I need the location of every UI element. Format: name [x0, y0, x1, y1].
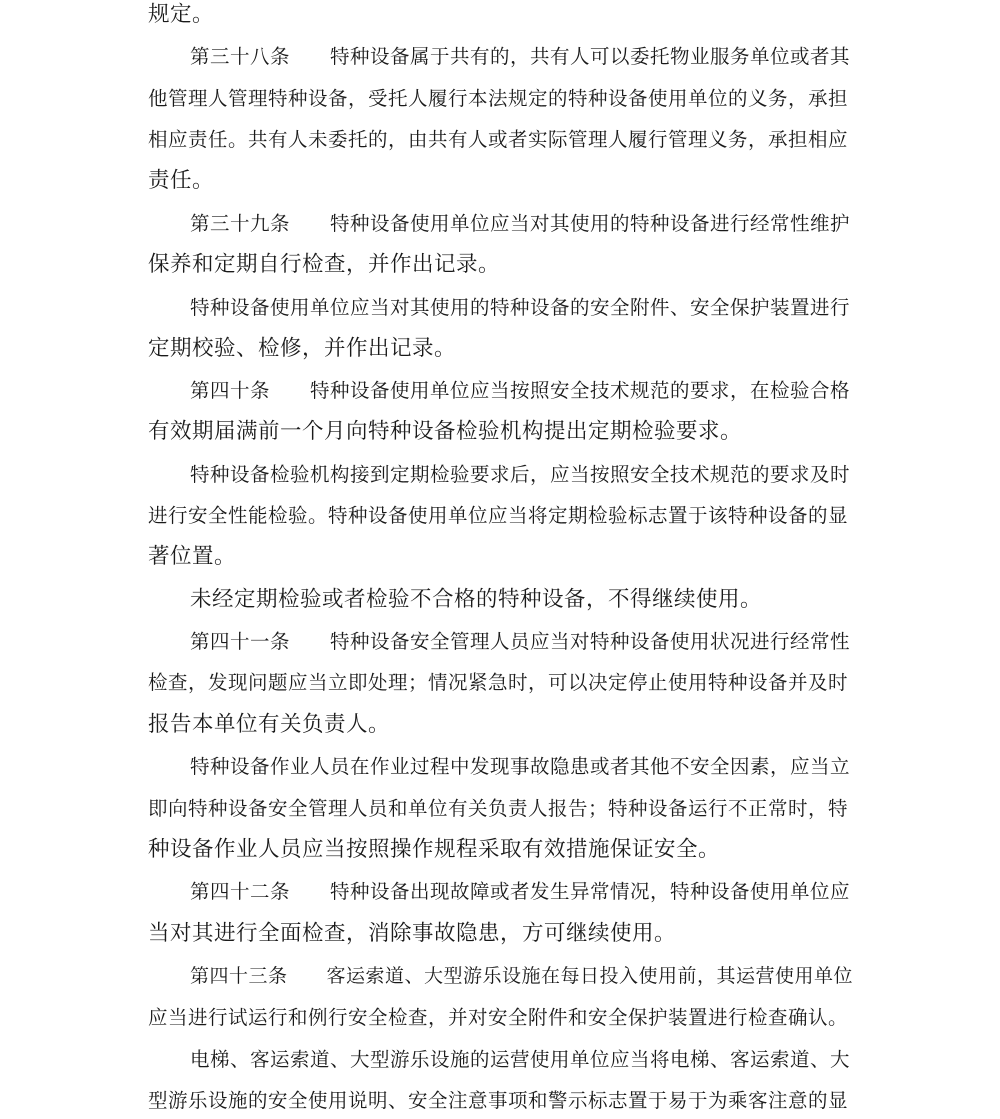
paragraph-first-line: 未经定期检验或者检验不合格的特种设备，不得继续使用。 — [190, 587, 763, 612]
text-line: 报告本单位有关负责人。 — [148, 712, 391, 737]
paragraph-first-line: 特种设备使用单位应当对其使用的特种设备的安全附件、安全保护装置进行 — [190, 296, 851, 319]
text-line: 进行安全性能检验。特种设备使用单位应当将定期检验标志置于该特种设备的显 — [148, 504, 849, 527]
article-38-heading-line: 第三十八条 特种设备属于共有的，共有人可以委托物业服务单位或者其 — [190, 45, 851, 68]
text-line: 保养和定期自行检查，并作出记录。 — [148, 252, 501, 277]
text-line: 责任。 — [148, 168, 215, 193]
text-line: 有效期届满前一个月向特种设备检验机构提出定期检验要求。 — [148, 419, 743, 444]
article-39-heading-line: 第三十九条 特种设备使用单位应当对其使用的特种设备进行经常性维护 — [190, 212, 851, 235]
text-line: 规定。 — [148, 2, 215, 27]
text-line: 著位置。 — [148, 544, 237, 569]
article-41-heading-line: 第四十一条 特种设备安全管理人员应当对特种设备使用状况进行经常性 — [190, 630, 851, 653]
article-43-heading-line: 第四十三条 客运索道、大型游乐设施在每日投入使用前，其运营使用单位 — [190, 965, 854, 987]
text-line: 型游乐设施的安全使用说明、安全注意事项和警示标志置于易于为乘客注意的显 — [148, 1089, 849, 1112]
article-40-heading-line: 第四十条 特种设备使用单位应当按照安全技术规范的要求，在检验合格 — [190, 379, 851, 402]
text-line: 定期校验、检修，并作出记录。 — [148, 336, 457, 361]
text-line: 当对其进行全面检查，消除事故隐患，方可继续使用。 — [148, 921, 677, 946]
text-line: 相应责任。共有人未委托的，由共有人或者实际管理人履行管理义务，承担相应 — [148, 128, 849, 151]
text-line: 即向特种设备安全管理人员和单位有关负责人报告；特种设备运行不正常时，特 — [148, 797, 849, 820]
text-line: 种设备作业人员应当按照操作规程采取有效措施保证安全。 — [148, 837, 721, 862]
article-42-heading-line: 第四十二条 特种设备出现故障或者发生异常情况，特种设备使用单位应 — [190, 880, 851, 903]
paragraph-first-line: 特种设备作业人员在作业过程中发现事故隐患或者其他不安全因素，应当立 — [190, 755, 851, 778]
paragraph-first-line: 电梯、客运索道、大型游乐设施的运营使用单位应当将电梯、客运索道、大 — [190, 1048, 851, 1071]
text-line: 应当进行试运行和例行安全检查，并对安全附件和安全保护装置进行检查确认。 — [148, 1006, 849, 1029]
text-line: 他管理人管理特种设备，受托人履行本法规定的特种设备使用单位的义务，承担 — [148, 87, 849, 110]
text-line: 检查，发现问题应当立即处理；情况紧急时，可以决定停止使用特种设备并及时 — [148, 671, 849, 694]
paragraph-first-line: 特种设备检验机构接到定期检验要求后，应当按照安全技术规范的要求及时 — [190, 463, 851, 486]
